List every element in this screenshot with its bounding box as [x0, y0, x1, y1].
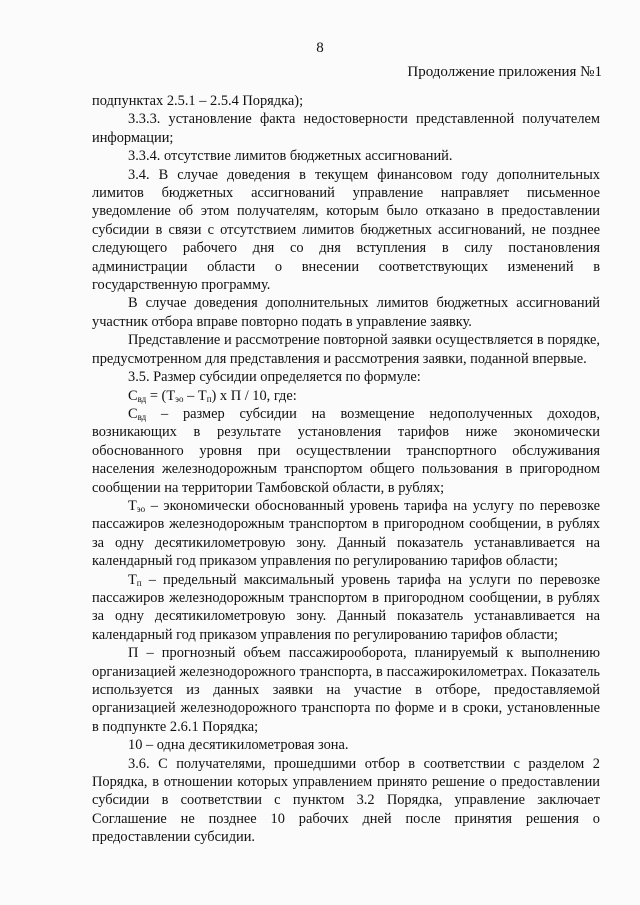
definition-c-vd: $С_{вд}$ – размер субсидии на возмещение недополученных доходов, возникающих в результате установления тарифов ниже экономически обоснованного уровня при осуществлении транспортного обслуживания населения железнодорожным транспортом общего пользования в пригородном сообщении на территории Тамбовской области, в рублях;: [92, 405, 600, 496]
definition-t-eo: $Т_{эо}$ – экономически обоснованный уровень тарифа на услугу по перевозке пассажиров железнодорожным транспортом в пригородном сообщении, в рублях за одну десятикилометровую зону. Данный показатель устанавливается на календарный год приказом управления по регулированию тарифов области;: [92, 497, 600, 570]
paragraph-3-5: 3.5. Размер субсидии определяется по формуле:: [128, 369, 421, 386]
paragraph-3-6: 3.6. С получателями, прошедшими отбор в соответствии с разделом 2 Порядка, в отношении которых управлением принято решение о предоставлении субсидии в соответствии с пунктом 3.2 Порядка, управление заключает Соглашение не позднее 10 рабочих дней после принятия решения о предоставлении субсидии.: [92, 755, 600, 846]
definition-p: П – прогнозный объем пассажирооборота, планируемый к выполнению организацией железнодорожного транспорта, в пассажирокилометрах. Показатель используется из данных заявки на участие в отборе, предоставляемой организацией железнодорожного транспорта по форме и в сроки, установленные в подпункте 2.6.1 Порядка;: [92, 645, 600, 735]
paragraph-3-4: 3.4. В случае доведения в текущем финансовом году дополнительных лимитов бюджетных ассигнований управление направляет письменное уведомление об этом получателям, которым было отказано в предоставлении субсидии в связи с отсутствием лимитов бюджетных ассигнований, не позднее следующего рабочего дня со дня вступления в силу постановления администрации области о внесении соответствующих изменений в государственную программу.: [92, 166, 600, 294]
paragraph-repeat-review: Представление и рассмотрение повторной заявки осуществляется в порядке, предусмотренном для представления и рассмотрения заявки, поданной впервые.: [92, 332, 600, 367]
definition-t-p: $Т_п$ – предельный максимальный уровень тарифа на услуги по перевозке пассажиров железнодорожным транспортом в пригородном сообщении, в рублях за одну десятикилометровую зону. Данный показатель устанавливается на календарный год приказом управления по регулированию тарифов области;: [92, 571, 600, 643]
subsidy-formula: $С_{вд} = (Т_{эо} - Т_п)$ х П / 10, где:: [128, 387, 297, 404]
definition-10: 10 – одна десятикилометровая зона.: [128, 737, 349, 754]
paragraph-3-3-4: 3.3.4. отсутствие лимитов бюджетных ассигнований.: [128, 148, 453, 165]
paragraph-3-3-3: 3.3.3. установление факта недостоверности представленной получателем информации;: [92, 111, 600, 146]
paragraph-repeat-application: В случае доведения дополнительных лимитов бюджетных ассигнований участник отбора вправе повторно подать в управление заявку.: [92, 295, 600, 330]
paragraph-subpoints-ref: подпунктах 2.5.1 – 2.5.4 Порядка);: [92, 93, 304, 109]
body-text: [92, 92, 600, 847]
page-number: 8: [316, 40, 324, 56]
appendix-continuation-note: Продолжение приложения №1: [407, 64, 602, 80]
